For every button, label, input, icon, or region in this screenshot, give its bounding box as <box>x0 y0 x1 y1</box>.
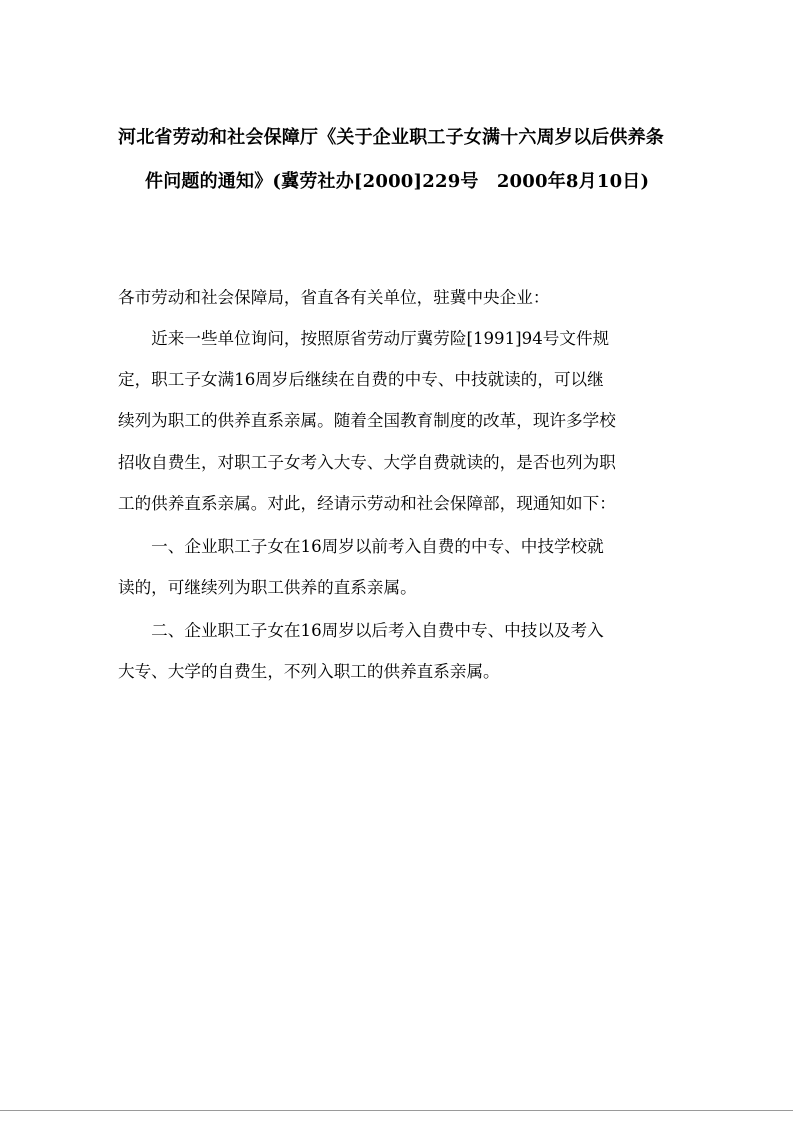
paragraph-3-line-1: 二、企业职工子女在16周岁以后考入自费中专、中技以及考入 <box>118 621 604 640</box>
paragraph-1-line-5: 工的供养直系亲属。对此，经请示劳动和社会保障部，现通知如下： <box>118 494 616 513</box>
paragraph-1-line-4: 招收自费生，对职工子女考入大专、大学自费就读的，是否也列为职 <box>118 453 616 472</box>
paragraph-1-line-2: 定，职工子女满16周岁后继续在自费的中专、中技就读的，可以继 <box>118 370 604 389</box>
addressee-line: 各市劳动和社会保障局，省直各有关单位，驻冀中央企业： <box>118 288 550 307</box>
document-title-line-1: 河北省劳动和社会保障厅《关于企业职工子女满十六周岁以后供养条 <box>118 127 664 148</box>
paragraph-2-line-2: 读的，可继续列为职工供养的直系亲属。 <box>118 578 417 597</box>
paragraph-1-line-1: 近来一些单位询问，按照原省劳动厅冀劳险[1991]94号文件规 <box>118 329 610 348</box>
paragraph-3-line-2: 大专、大学的自费生，不列入职工的供养直系亲属。 <box>118 662 500 681</box>
page-bottom-rule <box>0 1110 793 1111</box>
document-title-line-2: 件问题的通知》(冀劳社办[2000]229号 2000年8月10日) <box>145 171 650 192</box>
paragraph-2-line-1: 一、企业职工子女在16周岁以前考入自费的中专、中技学校就 <box>118 537 604 556</box>
paragraph-1-line-3: 续列为职工的供养直系亲属。随着全国教育制度的改革，现许多学校 <box>118 411 616 430</box>
